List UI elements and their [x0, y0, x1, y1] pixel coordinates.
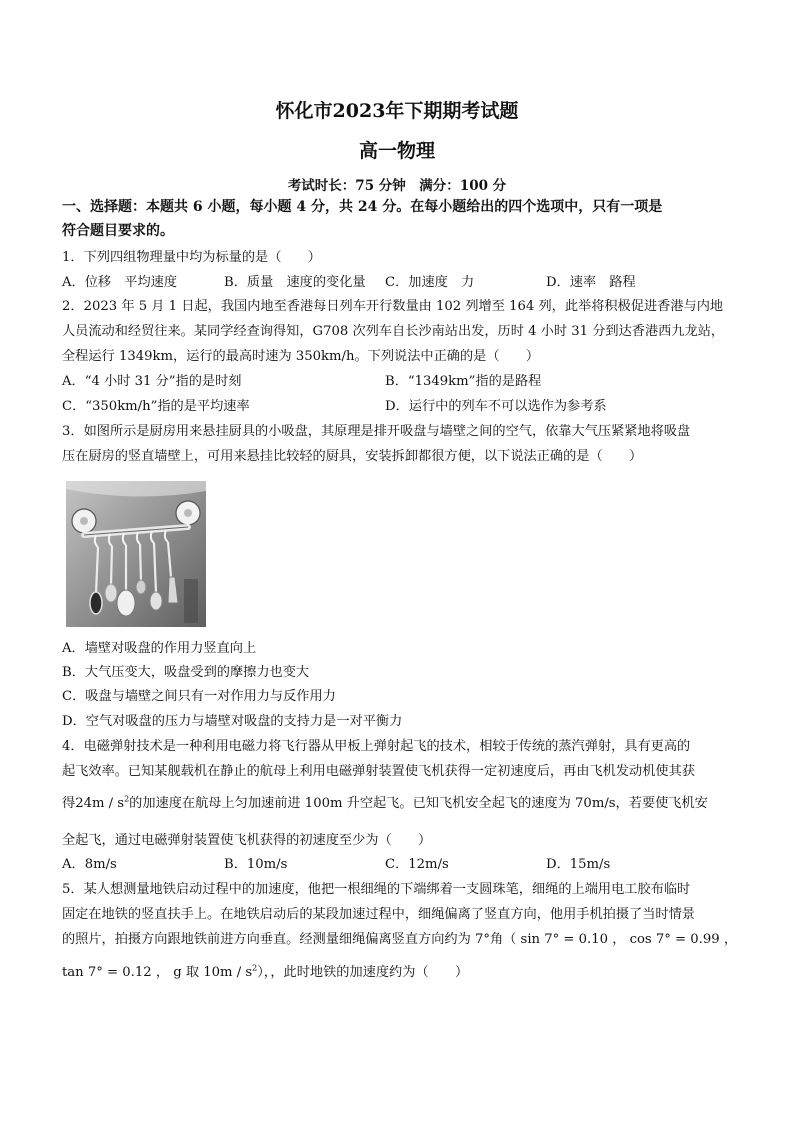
- q2-option-b: B．“1349km”指的是路程: [385, 374, 542, 389]
- acceleration-value: $24m / s^2$: [75, 794, 130, 811]
- q5-stem-line2: 固定在地铁的竖直扶手上。在地铁启动后的某段加速过程中，细绳偏离了竖直方向，他用手机拍摄了当时情景: [62, 907, 695, 922]
- q2-stem-line1: 2．2023 年 5 月 1 日起，我国内地至香港每日列车开行数量由 102 列增至 164 列，此举将积极促进香港与内地: [62, 299, 724, 314]
- q2-option-c: C．“350km/h”指的是平均速率: [62, 399, 250, 414]
- q2-option-a: A．“4 小时 31 分”指的是时刻: [62, 374, 242, 389]
- q1-option-d: D．速率 路程: [546, 275, 636, 290]
- q4-stem-line3: 得$24m / s^2$的加速度在航母上匀加速前进 100m 升空起飞。已知飞机安全起飞的速度为 70m/s，若要使飞机安: [62, 794, 708, 811]
- q3-option-b: B．大气压变大，吸盘受到的摩擦力也变大: [62, 665, 310, 680]
- q4-stem-line2: 起飞效率。已知某舰载机在静止的航母上利用电磁弹射装置使飞机获得一定初速度后，再由飞机发动机使其获: [62, 764, 695, 779]
- q2-option-d: D．运行中的列车不可以选作为参考系: [385, 399, 607, 414]
- q3-option-a: A．墙壁对吸盘的作用力竖直向上: [62, 641, 257, 656]
- exam-subject: 高一物理: [358, 140, 435, 162]
- q3-option-d: D．空气对吸盘的压力与墙壁对吸盘的支持力是一对平衡力: [62, 714, 403, 729]
- q5-stem-line4: tan 7° = 0.12 ， g 取 $10m / s^2$），，此时地铁的加速度约为（ ）: [62, 963, 469, 980]
- q1-option-a: A．位移 平均速度: [62, 275, 178, 290]
- q4-stem-line4: 全起飞，通过电磁弹射装置使飞机获得的初速度至少为（ ）: [62, 833, 432, 848]
- q1-option-c: C．加速度 力: [385, 275, 475, 290]
- q5-stem-line1: 5．某人想测量地铁启动过程中的加速度，他把一根细绳的下端绑着一支圆珠笔，细绳的上端用电工胶布临时: [62, 882, 691, 897]
- section-heading-line1: 一、选择题：本题共 6 小题，每小题 4 分，共 24 分。在每小题给出的四个选项中，只有一项是: [62, 199, 663, 215]
- q4-option-d: D．15m/s: [546, 857, 611, 872]
- q1-option-b: B．质量 速度的变化量: [224, 275, 366, 290]
- q4-stem-line1: 4．电磁弹射技术是一种利用电磁力将飞行器从甲板上弹射起飞的技术，相较于传统的蒸汽弹射，具有更高的: [62, 739, 691, 754]
- exam-title: 怀化市2023年下期期考试题: [275, 100, 519, 122]
- section-heading-line2: 符合题目要求的。: [62, 223, 174, 239]
- q4-option-b: B．10m/s: [224, 857, 288, 872]
- q2-stem-line3: 全程运行 1349km，运行的最高时速为 350km/h。下列说法中正确的是（ ）: [62, 349, 540, 364]
- q2-stem-line2: 人员流动和经贸往来。某同学经查询得知，G708 次列车自长沙南站出发，历时 4 小时 31 分到达香港西九龙站，: [62, 324, 725, 339]
- q5-stem-line3: 的照片，拍摄方向跟地铁前进方向垂直。经测量细绳偏离竖直方向约为 7°角（ sin 7° = 0.10 ， cos 7° = 0.99 ，: [62, 932, 738, 947]
- suction-hook-photo: [66, 481, 206, 627]
- exam-info: 考试时长：75 分钟 满分：100 分: [287, 178, 507, 194]
- q4-option-c: C．12m/s: [385, 857, 449, 872]
- q3-stem-line2: 压在厨房的竖直墙壁上，可用来悬挂比较轻的厨具，安装拆卸都很方便，以下说法正确的是（ ）: [62, 449, 643, 464]
- q1-stem: 1．下列四组物理量中均为标量的是（ ）: [62, 250, 321, 265]
- q4-option-a: A．8m/s: [62, 857, 117, 872]
- q3-option-c: C．吸盘与墙壁之间只有一对作用力与反作用力: [62, 689, 336, 704]
- q3-stem-line1: 3．如图所示是厨房用来悬挂厨具的小吸盘，其原理是排开吸盘与墙壁之间的空气，依靠大气压紧紧地将吸盘: [62, 424, 691, 439]
